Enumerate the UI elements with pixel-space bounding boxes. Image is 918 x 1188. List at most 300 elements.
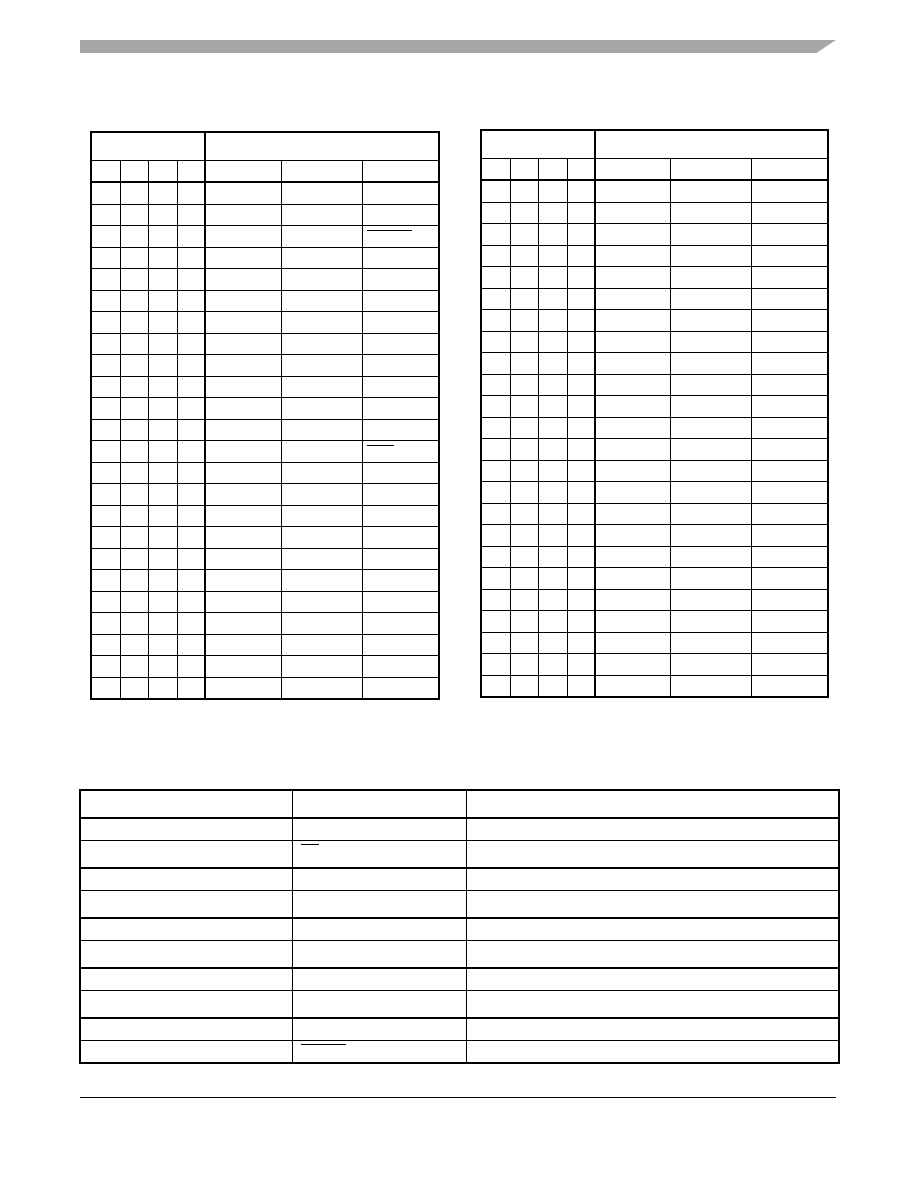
table-row	[91, 677, 439, 699]
table-cell	[281, 505, 362, 527]
table-cell	[670, 202, 751, 224]
table-cell	[362, 505, 439, 527]
table-cell	[120, 398, 148, 420]
table-cell	[120, 634, 148, 656]
table-cell	[538, 654, 567, 676]
signal-header-row	[80, 790, 839, 818]
table-cell	[80, 991, 292, 1019]
table-cell	[292, 818, 466, 841]
table-row	[80, 991, 839, 1019]
table-cell	[148, 204, 177, 226]
table-cell	[567, 460, 595, 482]
table-cell	[91, 527, 120, 549]
table-cell	[205, 548, 281, 570]
table-cell	[595, 245, 670, 267]
table-cell	[120, 290, 148, 312]
table-cell	[292, 1018, 466, 1041]
table-cell	[91, 290, 120, 312]
table-cell	[751, 460, 828, 482]
table-cell	[177, 247, 205, 269]
table-row	[481, 374, 828, 396]
table-cell	[281, 677, 362, 699]
table-cell	[481, 589, 510, 611]
table-cell	[80, 1018, 292, 1041]
table-row	[481, 180, 828, 202]
table-cell	[120, 613, 148, 635]
table-row	[481, 396, 828, 418]
table-cell	[281, 656, 362, 678]
table-cell	[466, 891, 839, 919]
table-row	[481, 267, 828, 289]
table-cell	[670, 396, 751, 418]
table-cell	[751, 310, 828, 332]
table-cell	[120, 462, 148, 484]
table-cell	[670, 180, 751, 202]
table-cell	[567, 202, 595, 224]
table-cell	[362, 527, 439, 549]
table-cell	[481, 546, 510, 568]
table-cell	[481, 632, 510, 654]
table-cell	[205, 226, 281, 248]
right-header-pins	[481, 130, 595, 158]
table-cell	[751, 568, 828, 590]
table-cell	[670, 589, 751, 611]
table-cell	[595, 180, 670, 202]
table-cell	[538, 331, 567, 353]
table-cell	[751, 503, 828, 525]
signal-header-cell	[292, 790, 466, 818]
table-cell	[120, 527, 148, 549]
table-cell	[148, 613, 177, 635]
table-cell	[205, 613, 281, 635]
table-cell	[177, 441, 205, 463]
table-cell	[205, 269, 281, 291]
table-cell	[595, 546, 670, 568]
table-cell	[205, 591, 281, 613]
table-row	[481, 310, 828, 332]
table-row	[91, 247, 439, 269]
table-cell	[205, 527, 281, 549]
table-cell	[538, 546, 567, 568]
signal-header-cell	[466, 790, 839, 818]
table-cell	[510, 374, 538, 396]
table-cell	[177, 226, 205, 248]
table-cell	[466, 991, 839, 1019]
table-cell	[510, 525, 538, 547]
table-cell	[91, 398, 120, 420]
table-cell	[120, 312, 148, 334]
table-cell	[281, 570, 362, 592]
right-header-functions	[595, 130, 828, 158]
table-cell	[751, 417, 828, 439]
table-cell	[567, 331, 595, 353]
table-cell	[80, 841, 292, 869]
table-cell	[292, 841, 466, 869]
table-cell	[91, 548, 120, 570]
table-cell	[567, 611, 595, 633]
table-cell	[120, 441, 148, 463]
table-cell	[538, 632, 567, 654]
table-row	[91, 290, 439, 312]
table-cell	[362, 312, 439, 334]
table-cell	[510, 654, 538, 676]
left-header-functions	[205, 132, 439, 160]
table-cell	[120, 247, 148, 269]
table-cell	[205, 247, 281, 269]
table-cell	[567, 417, 595, 439]
table-row	[91, 269, 439, 291]
header-bar	[80, 40, 836, 53]
table-cell	[538, 245, 567, 267]
table-cell	[595, 503, 670, 525]
table-cell	[205, 484, 281, 506]
table-cell	[177, 677, 205, 699]
table-row	[91, 398, 439, 420]
table-cell	[567, 439, 595, 461]
table-cell	[538, 589, 567, 611]
left-sub-header-cell	[205, 160, 281, 182]
table-row	[91, 333, 439, 355]
table-cell	[281, 355, 362, 377]
table-row	[91, 484, 439, 506]
table-cell	[670, 331, 751, 353]
table-cell	[148, 570, 177, 592]
table-cell	[281, 398, 362, 420]
table-row	[91, 505, 439, 527]
left-pin-table	[90, 131, 440, 700]
table-cell	[466, 918, 839, 941]
left-sub-header-cell	[148, 160, 177, 182]
table-cell	[91, 484, 120, 506]
table-cell	[177, 634, 205, 656]
table-cell	[281, 182, 362, 204]
table-cell	[751, 180, 828, 202]
table-cell	[538, 417, 567, 439]
table-cell	[91, 204, 120, 226]
table-row	[481, 288, 828, 310]
table-cell	[538, 482, 567, 504]
table-cell	[567, 675, 595, 697]
table-cell	[120, 376, 148, 398]
left-sub-header-cell	[281, 160, 362, 182]
table-cell	[362, 290, 439, 312]
table-cell	[80, 868, 292, 891]
table-cell	[538, 396, 567, 418]
table-cell	[148, 226, 177, 248]
table-cell	[751, 353, 828, 375]
table-cell	[481, 224, 510, 246]
table-cell	[595, 525, 670, 547]
table-cell	[481, 482, 510, 504]
table-cell	[595, 396, 670, 418]
table-cell	[751, 396, 828, 418]
table-cell	[510, 224, 538, 246]
table-cell	[481, 331, 510, 353]
table-row	[91, 527, 439, 549]
table-cell	[205, 398, 281, 420]
table-cell	[205, 355, 281, 377]
table-cell	[510, 460, 538, 482]
table-cell	[362, 355, 439, 377]
table-cell	[205, 634, 281, 656]
table-cell	[148, 484, 177, 506]
table-cell	[595, 675, 670, 697]
table-row	[91, 570, 439, 592]
left-sub-header-cell	[91, 160, 120, 182]
table-cell	[148, 398, 177, 420]
table-cell	[362, 548, 439, 570]
table-cell	[205, 182, 281, 204]
table-cell	[670, 675, 751, 697]
table-cell	[751, 245, 828, 267]
table-cell	[595, 374, 670, 396]
right-sub-header-cell	[670, 158, 751, 180]
table-row	[481, 224, 828, 246]
table-cell	[567, 288, 595, 310]
table-row	[91, 376, 439, 398]
table-cell	[567, 546, 595, 568]
table-cell	[481, 374, 510, 396]
table-cell	[148, 182, 177, 204]
table-row	[91, 419, 439, 441]
table-row	[481, 482, 828, 504]
table-cell	[510, 331, 538, 353]
table-cell	[567, 224, 595, 246]
table-cell	[281, 527, 362, 549]
table-cell	[362, 398, 439, 420]
table-cell	[177, 613, 205, 635]
table-cell	[281, 333, 362, 355]
table-cell	[148, 312, 177, 334]
table-cell	[148, 548, 177, 570]
table-row	[80, 918, 839, 941]
table-cell	[292, 1041, 466, 1064]
table-cell	[120, 182, 148, 204]
table-cell	[292, 868, 466, 891]
right-sub-header-row	[481, 158, 828, 180]
table-cell	[510, 589, 538, 611]
table-cell	[177, 462, 205, 484]
table-cell	[281, 204, 362, 226]
table-cell	[481, 180, 510, 202]
table-cell	[595, 331, 670, 353]
table-row	[91, 355, 439, 377]
table-cell	[567, 353, 595, 375]
left-sub-header-cell	[120, 160, 148, 182]
table-cell	[205, 677, 281, 699]
table-cell	[538, 310, 567, 332]
table-cell	[177, 656, 205, 678]
table-cell	[120, 656, 148, 678]
table-cell	[538, 353, 567, 375]
table-cell	[481, 675, 510, 697]
table-cell	[751, 267, 828, 289]
table-cell	[177, 570, 205, 592]
table-cell	[595, 439, 670, 461]
table-cell	[595, 632, 670, 654]
table-cell	[595, 267, 670, 289]
table-cell	[595, 310, 670, 332]
table-cell	[567, 267, 595, 289]
table-cell	[177, 398, 205, 420]
table-cell	[670, 611, 751, 633]
table-cell	[177, 312, 205, 334]
table-cell	[362, 204, 439, 226]
table-cell	[120, 333, 148, 355]
table-cell	[481, 396, 510, 418]
table-cell	[91, 591, 120, 613]
table-cell	[120, 419, 148, 441]
table-cell	[80, 918, 292, 941]
table-cell	[595, 654, 670, 676]
table-cell	[148, 355, 177, 377]
table-row	[80, 1041, 839, 1064]
table-row	[80, 891, 839, 919]
table-cell	[148, 269, 177, 291]
table-cell	[510, 245, 538, 267]
table-row	[481, 654, 828, 676]
table-row	[80, 818, 839, 841]
table-cell	[567, 503, 595, 525]
table-cell	[595, 224, 670, 246]
table-row	[80, 968, 839, 991]
overbar-mark	[301, 844, 319, 845]
table-row	[91, 591, 439, 613]
table-row	[80, 841, 839, 869]
table-cell	[670, 374, 751, 396]
table-cell	[481, 439, 510, 461]
table-row	[91, 182, 439, 204]
table-cell	[595, 482, 670, 504]
table-cell	[567, 245, 595, 267]
table-cell	[148, 333, 177, 355]
table-cell	[362, 634, 439, 656]
table-cell	[120, 548, 148, 570]
table-cell	[567, 180, 595, 202]
table-cell	[80, 968, 292, 991]
table-cell	[91, 247, 120, 269]
table-row	[481, 589, 828, 611]
table-row	[481, 245, 828, 267]
table-cell	[751, 525, 828, 547]
table-cell	[91, 505, 120, 527]
table-cell	[148, 634, 177, 656]
table-cell	[205, 462, 281, 484]
table-cell	[481, 611, 510, 633]
table-cell	[177, 269, 205, 291]
table-cell	[751, 224, 828, 246]
table-cell	[510, 568, 538, 590]
right-sub-header-cell	[751, 158, 828, 180]
right-header-row	[481, 130, 828, 158]
table-cell	[751, 632, 828, 654]
table-cell	[148, 505, 177, 527]
table-cell	[177, 204, 205, 226]
table-cell	[205, 505, 281, 527]
table-cell	[148, 677, 177, 699]
table-cell	[91, 355, 120, 377]
overbar-mark	[367, 230, 412, 231]
table-cell	[481, 417, 510, 439]
table-cell	[481, 353, 510, 375]
right-sub-header-cell	[595, 158, 670, 180]
table-cell	[595, 417, 670, 439]
table-cell	[538, 224, 567, 246]
table-row	[481, 632, 828, 654]
table-cell	[120, 591, 148, 613]
table-cell	[281, 591, 362, 613]
table-cell	[205, 419, 281, 441]
table-cell	[538, 267, 567, 289]
table-row	[91, 656, 439, 678]
table-cell	[148, 527, 177, 549]
table-row	[481, 546, 828, 568]
table-cell	[281, 419, 362, 441]
table-cell	[205, 570, 281, 592]
right-sub-header-cell	[567, 158, 595, 180]
table-row	[481, 611, 828, 633]
table-cell	[281, 312, 362, 334]
table-cell	[362, 269, 439, 291]
table-cell	[177, 548, 205, 570]
table-cell	[120, 269, 148, 291]
table-cell	[751, 439, 828, 461]
table-cell	[670, 224, 751, 246]
table-cell	[177, 376, 205, 398]
table-cell	[751, 654, 828, 676]
table-cell	[91, 419, 120, 441]
table-cell	[567, 525, 595, 547]
table-cell	[567, 482, 595, 504]
table-cell	[670, 568, 751, 590]
table-cell	[510, 202, 538, 224]
table-cell	[177, 182, 205, 204]
table-cell	[292, 991, 466, 1019]
table-cell	[595, 589, 670, 611]
right-sub-header-cell	[538, 158, 567, 180]
table-cell	[481, 503, 510, 525]
table-cell	[91, 462, 120, 484]
table-row	[91, 312, 439, 334]
left-sub-header-cell	[362, 160, 439, 182]
table-cell	[466, 968, 839, 991]
table-cell	[595, 353, 670, 375]
table-cell	[481, 460, 510, 482]
table-cell	[362, 226, 439, 248]
table-cell	[120, 355, 148, 377]
table-cell	[177, 333, 205, 355]
table-cell	[362, 247, 439, 269]
table-cell	[80, 891, 292, 919]
right-sub-header-cell	[481, 158, 510, 180]
table-cell	[510, 611, 538, 633]
table-cell	[670, 267, 751, 289]
table-cell	[91, 269, 120, 291]
table-cell	[362, 613, 439, 635]
table-cell	[120, 505, 148, 527]
left-header-pins	[91, 132, 205, 160]
table-cell	[510, 288, 538, 310]
table-cell	[751, 331, 828, 353]
table-cell	[148, 441, 177, 463]
table-cell	[91, 333, 120, 355]
table-cell	[362, 677, 439, 699]
table-cell	[281, 484, 362, 506]
left-header-row	[91, 132, 439, 160]
table-cell	[751, 374, 828, 396]
overbar-mark	[367, 445, 394, 446]
table-cell	[670, 503, 751, 525]
